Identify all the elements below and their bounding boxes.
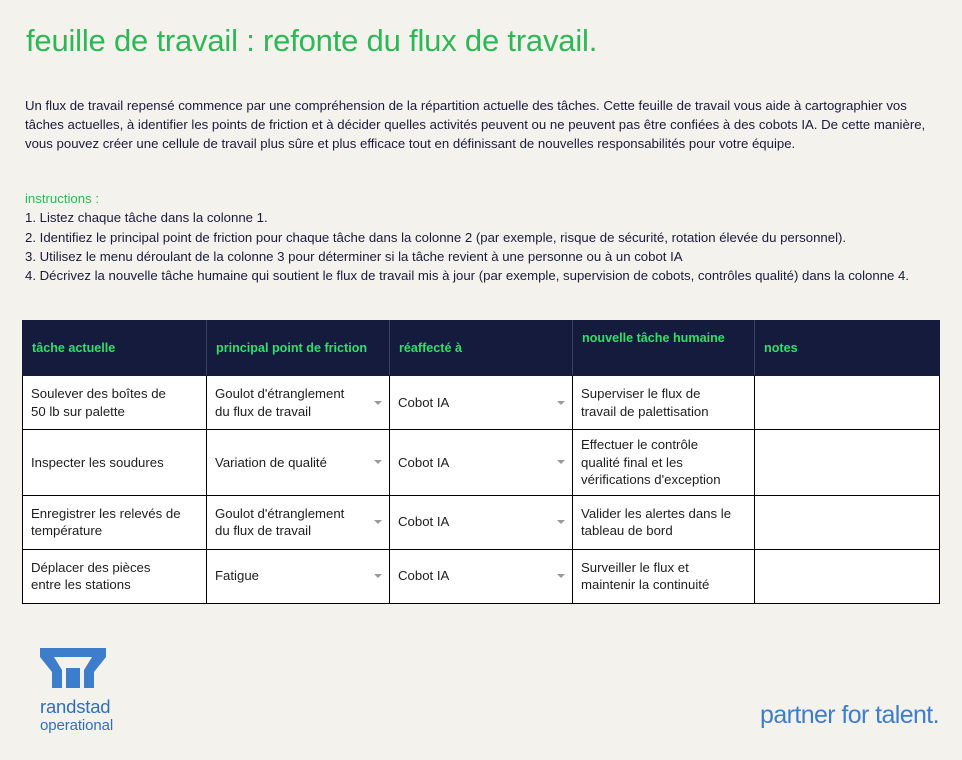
friction-point-dropdown[interactable] [207, 495, 390, 549]
instruction-item-2: 2. Identifiez le principal point de friction pour chaque tâche dans la colonne 2 (par exemple, risque de sécurité, rotation élevée du personnel). [25, 229, 847, 245]
reassigned-to-dropdown[interactable] [390, 376, 573, 430]
new-human-task-text: Superviser le flux de travail de palettisation [581, 386, 709, 419]
cell-new-human-task[interactable] [573, 549, 755, 603]
friction-point-text: Goulot d'étranglement du flux de travail [215, 386, 345, 419]
friction-point-text: Goulot d'étranglement du flux de travail [215, 505, 345, 538]
instruction-item-1: 1. Listez chaque tâche dans la colonne 1. [25, 210, 268, 226]
cell-current-task[interactable] [23, 549, 207, 603]
current-task-text: Déplacer des pièces entre les stations [31, 559, 151, 592]
current-task-text: Enregistrer les relevés de température [31, 505, 181, 538]
reassigned-to-text: Cobot IA [398, 514, 450, 530]
friction-point-dropdown[interactable] [207, 376, 390, 430]
instructions-block [25, 189, 943, 285]
friction-point-text: Variation de qualité [215, 454, 327, 470]
new-human-task-text: Surveiller le flux et maintenir la continuité [581, 559, 710, 592]
reassigned-to-text: Cobot IA [398, 454, 450, 470]
column-header-notes: notes [755, 321, 940, 376]
table-row [23, 430, 940, 496]
instructions-list [25, 208, 943, 285]
new-human-task-text: Valider les alertes dans le tableau de bord [581, 505, 732, 538]
brand-name: randstad [40, 696, 111, 717]
cell-current-task[interactable] [23, 495, 207, 549]
reassigned-to-dropdown[interactable] [390, 495, 573, 549]
reassigned-to-text: Cobot IA [398, 394, 450, 410]
brand-subtitle: operational [40, 717, 114, 734]
randstad-logo [40, 648, 220, 735]
column-header-reassigned-to: réaffecté à [390, 321, 573, 376]
reassigned-to-dropdown[interactable] [390, 430, 573, 496]
column-header-friction-point: principal point de friction [207, 321, 390, 376]
table-row [23, 376, 940, 430]
current-task-text: Soulever des boîtes de 50 lb sur palette [31, 386, 166, 419]
cell-new-human-task[interactable] [573, 430, 755, 496]
cell-new-human-task[interactable] [573, 495, 755, 549]
worksheet-table [22, 320, 940, 604]
reassigned-to-text: Cobot IA [398, 568, 450, 584]
table-header-row [23, 321, 940, 376]
instructions-label: instructions : [25, 191, 100, 206]
cell-new-human-task[interactable] [573, 376, 755, 430]
friction-point-text: Fatigue [215, 568, 259, 584]
cell-notes[interactable] [755, 495, 940, 549]
randstad-mark-icon [40, 648, 106, 688]
column-header-new-human-task: nouvelle tâche humaine [573, 321, 755, 376]
friction-point-dropdown[interactable] [207, 430, 390, 496]
table-header [23, 321, 940, 376]
cell-current-task[interactable] [23, 430, 207, 496]
table-row [23, 549, 940, 603]
instruction-item-4: 4. Décrivez la nouvelle tâche humaine qui soutient le flux de travail mis à jour (par exemple, supervision de cobots, contrôles qualité) dans la colonne 4. [25, 268, 910, 284]
current-task-text: Inspecter les soudures [31, 454, 164, 470]
new-human-task-text: Effectuer le contrôle qualité final et les vérifications d'exception [581, 437, 721, 487]
instruction-item-3: 3. Utilisez le menu déroulant de la colonne 3 pour déterminer si la tâche revient à une personne ou à un cobot IA [25, 248, 683, 264]
page-title: feuille de travail : refonte du flux de travail. [26, 23, 598, 58]
column-header-current-task: tâche actuelle [23, 321, 207, 376]
cell-notes[interactable] [755, 549, 940, 603]
table-row [23, 495, 940, 549]
cell-current-task[interactable] [23, 376, 207, 430]
friction-point-dropdown[interactable] [207, 549, 390, 603]
tagline: partner for talent. [760, 701, 939, 729]
cell-notes[interactable] [755, 430, 940, 496]
intro-paragraph: Un flux de travail repensé commence par une compréhension de la répartition actuelle des tâches. Cette feuille de travail vous aide à cartographier vos tâches actuelles, à identifier les points de friction et à décider quelles activités peuvent ou ne peuvent pas être confiées à des cobots IA. De cette manière, vous pouvez créer une cellule de travail plus sûre et plus efficace tout en définissant de nouvelles responsabilités pour votre équipe. [25, 98, 926, 152]
reassigned-to-dropdown[interactable] [390, 549, 573, 603]
cell-notes[interactable] [755, 376, 940, 430]
table-body [23, 376, 940, 604]
